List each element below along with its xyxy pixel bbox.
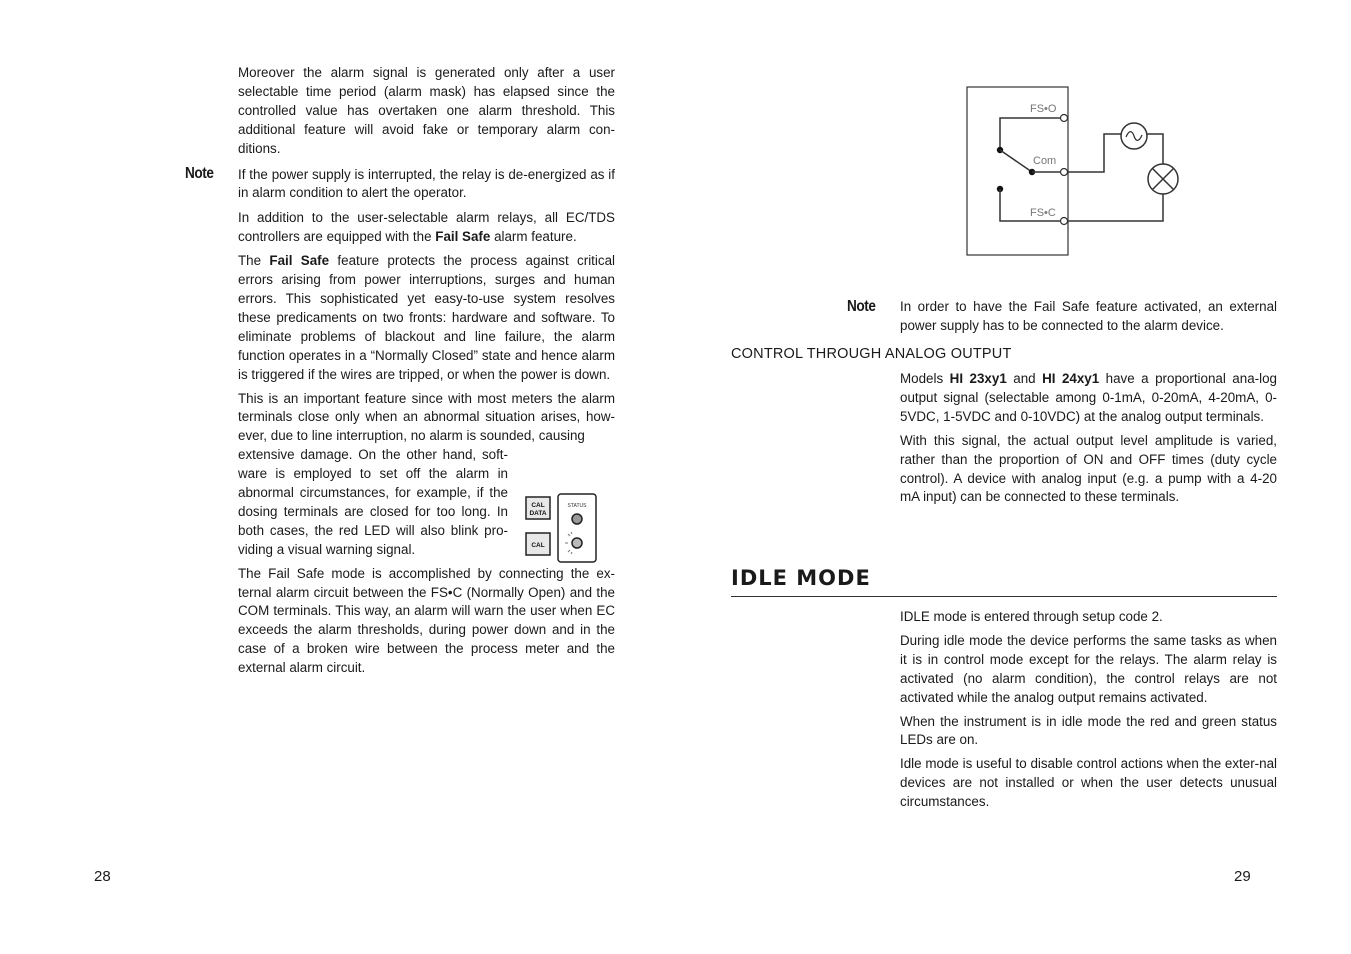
text-run: Models [900,371,950,386]
terminal-fs-o [1061,115,1068,122]
fail-safe-wiring-diagram [960,80,1190,265]
paragraph-idle-usage: Idle mode is useful to disable control actions when the exter-nal devices are not installed or when the user detects unusual circumstances. [900,756,1277,810]
model-name: HI 24xy1 [1042,371,1100,386]
left-column [238,64,615,683]
cal-data-key-line2: DATA [529,510,547,517]
wire-source-to-lamp [1147,134,1163,164]
status-led-top [572,514,582,524]
note-label-right: Note [847,298,876,315]
subheading-analog-output: CONTROL THROUGH ANALOG OUTPUT [731,346,1012,362]
text-run: The [238,253,270,269]
fs-o-label: FS•O [1030,103,1057,115]
paragraph-fail-safe-mode: The Fail Safe mode is accomplished by connecting the ex-ternal alarm circuit between the FS•C (Normally Open) and the COM terminals. This way, an alarm will warn the user when EC exceeds the alarm thresholds, during power down and in the case of a broken wire between the process meter and the external alarm circuit. [238,565,615,676]
heading-rule [731,596,1277,597]
text-run: and [1006,371,1043,386]
paragraph-analog-models [900,370,1277,427]
wire-lamp-to-fs-c [1068,194,1163,221]
controller-panel-illustration [524,492,600,564]
note-label-left: Note [185,165,214,182]
fail-safe-term: Fail Safe [269,253,330,269]
paragraph-alarm-mask: Moreover the alarm signal is generated only after a user selectable time period (alarm mask) has elapsed since the controlled value has overtaken one alarm threshold. This additional feature will avoid fake or temporary alarm con-ditions. [238,65,615,156]
idle-mode-section [900,608,1277,817]
note-text: In order to have the Fail Safe feature activated, an external power supply has to be connected to the alarm device. [900,299,1277,333]
fail-safe-term: Fail Safe [435,229,491,245]
note-text-external-power [900,298,1277,341]
terminal-com [1061,169,1068,176]
status-label: STATUS [567,503,587,509]
text-run: alarm feature. [490,229,577,245]
text-run: feature protects the process against critical errors arising from power interruptions, surges and human errors. This sophisticated yet easy-to-use system resolves these predicaments on two fronts: hardware and software. To eliminate problems of blackout and line failure, the alarm function operates in a “Normally Closed” state and hence alarm is triggered if the wires are tripped, or when the power is down. [238,253,615,382]
text-run: have a proportional ana-log output signal (selectable among 0-1mA, 0-20mA, 4-20mA, 0-5VDC, 1-5VDC and 0-10VDC) at the analog output terminals. [900,371,1277,424]
paragraph-fail-safe-intro [238,209,615,247]
paragraph-software-alarm: extensive damage. On the other hand, soft-ware is employed to set off the alarm in abnormal circumstances, for example, if the dosing terminals are closed for too long. In both cases, the red LED will also blink pro-viding a visual warning signal. [238,447,508,557]
heading-idle-mode: IDLE MODE [731,566,871,590]
paragraph-idle-tasks: During idle mode the device performs the same tasks as when it is in control mode except for the relays. The alarm relay is activated (no alarm condition), the control relays are not activated while the analog output remains activated. [900,632,1277,705]
status-led-blinking [572,538,582,548]
cal-data-key-line1: CAL [531,502,545,509]
terminal-fs-c [1061,218,1068,225]
com-label: Com [1033,155,1057,167]
page-number-left: 28 [94,868,111,885]
model-name: HI 23xy1 [949,371,1007,386]
paragraph-analog-signal: With this signal, the actual output level amplitude is varied, rather than the proportion of ON and OFF times (duty cycle control). A device with analog input (e.g. a pump with a 4-20 mA input) can be connected to these terminals. [900,432,1277,505]
note-text-power: If the power supply is interrupted, the relay is de-energized as if in alarm condition to alert the operator. [238,166,615,201]
paragraph-idle-setup: IDLE mode is entered through setup code 2. [900,609,1163,624]
fs-c-label: FS•C [1030,207,1056,219]
wire-com-external [1068,134,1121,172]
paragraph-fail-safe-detail [238,252,615,384]
paragraph-important-feature: This is an important feature since with most meters the alarm terminals close only when an abnormal situation arises, how-ever, due to line interruption, no alarm is sounded, causing [238,390,615,444]
cal-key-label: CAL [531,542,545,549]
analog-output-section [900,370,1277,512]
page-number-right: 29 [1234,868,1251,885]
text-run: In addition to the user-selectable alarm relays, all EC/TDS controllers are equipped with the [238,210,615,245]
paragraph-idle-leds: When the instrument is in idle mode the red and green status LEDs are on. [900,713,1277,748]
